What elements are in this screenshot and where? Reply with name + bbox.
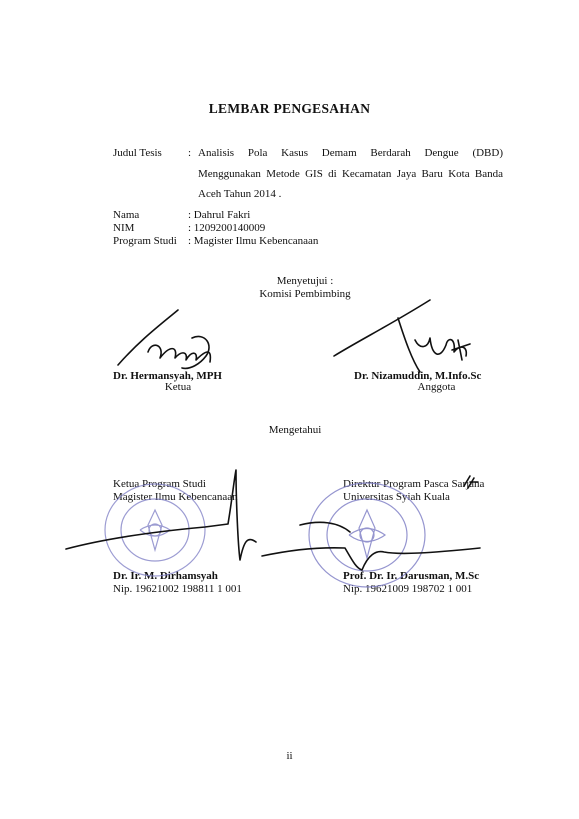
director-nip: Nip. 19621009 198702 1 001 (343, 583, 473, 595)
approval-heading: Menyetujui : (276, 275, 334, 287)
page-title: LEMBAR PENGESAHAN (208, 101, 371, 116)
university-stamp-seal (305, 478, 430, 593)
judul-colon: : (188, 147, 192, 159)
judul-line-1: Analisis Pola Kasus Demam Berdarah Dengue (DBD) (198, 147, 503, 159)
acknowledged-heading: Mengetahui (268, 424, 322, 436)
judul-line-3: Aceh Tahun 2014 . (198, 188, 282, 200)
judul-label: Judul Tesis (113, 147, 162, 159)
prodi-value: : Magister Ilmu Kebencanaan (188, 235, 319, 247)
director-name: Prof. Dr. Ir. Darusman, M.Sc (343, 570, 480, 582)
faculty-stamp-seal (100, 480, 210, 580)
supervisor-member-name: Dr. Nizamuddin, M.Info.Sc (354, 370, 482, 382)
director-title-2: Universitas Syiah Kuala (343, 491, 450, 503)
nim-label: NIM (113, 222, 135, 234)
nim-value: : 1209200140009 (188, 222, 266, 234)
head-program-title-1: Ketua Program Studi (113, 478, 206, 490)
nama-value: : Dahrul Fakri (188, 209, 251, 221)
page-number: ii (286, 750, 293, 762)
supervisor-member-role: Anggota (417, 381, 456, 393)
judul-line-2: Menggunakan Metode GIS di Kecamatan Jaya Baru Kota Banda (198, 168, 503, 180)
prodi-label: Program Studi (113, 235, 177, 247)
head-program-title-2: Magister Ilmu Kebencanaan (113, 491, 238, 503)
supervisor-chair-name: Dr. Hermansyah, MPH (113, 370, 222, 382)
nama-label: Nama (113, 209, 140, 221)
director-title-1: Direktur Program Pasca Sarjana (343, 478, 485, 490)
supervisor-chair-role: Ketua (164, 381, 192, 393)
head-program-name: Dr. Ir. M. Dirhamsyah (113, 570, 218, 582)
approval-subheading: Komisi Pembimbing (259, 288, 351, 300)
head-program-nip: Nip. 19621002 198811 1 001 (113, 583, 242, 595)
